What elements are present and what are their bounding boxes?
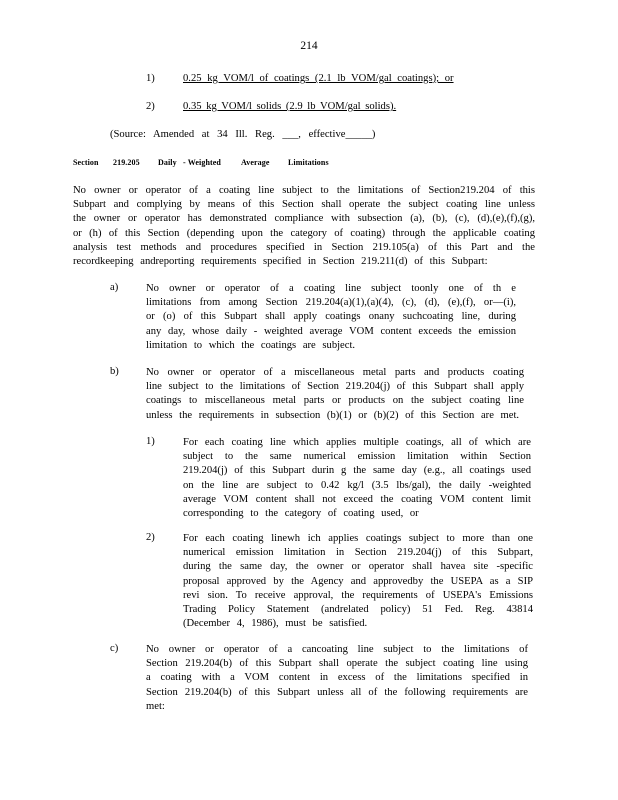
top-item-number: 1): [146, 73, 155, 84]
list-item-text: For each coating line which applies multiple coatings, all of which are subject to the same numerical emission limitation within Section 219.204(j) of this Subpart durin g the same day (e.g., all coatings used on the line are subject to 0.42 kg/l (3.5 lbs/gal), the daily -weighted average VOM content shall not exceed the coating VOM content limit corresponding to the category of coating used, or: [183, 437, 531, 520]
top-item-text: 0.35 kg VOM/l solids (2.9 lb VOM/gal solids).: [183, 101, 397, 112]
list-item-text: For each coating linewh ich applies coatings subject to more than one numerical emission limitation in Section 219.204(j) of this Subpart, during the same day, the owner or operator shall havea site -specific proposal approved by the Agency and approvedby the USEPA as a SIP revi sion. To receive approval, the requirements of USEPA's Emissions Trading Policy Statement (andrelated policy) 51 Fed. Reg. 43814 (December 4, 1986), must be satisfied.: [183, 533, 533, 630]
list-item-number: 1): [146, 436, 155, 447]
subsection-text: No owner or operator of a coating line subject toonly one of th e limitations from among Section 219.204(a)(1),(a)(4), (c), (d), (e),(f), or—(i), or (o) of this Subpart shall apply coatings onany suchcoating line, during any day, whose daily - weighted average VOM content exceeds the emission limitation to which the coatings are subject.: [146, 283, 516, 351]
intro-paragraph: No owner or operator of a coating line subject to the limitations of Section219.204 of this Subpart and complying by means of this Section shall operate the subject coating line unless the owner or operator has demonstrated compliance with subsection (a), (b), (c), (d),(e),(f),(g), or (h) of this Section (depending upon the category of coating) through the applicable coating analysis test methods and procedures specified in Section 219.105(a) of this Part and the recordkeeping andreporting requirements specified in Section 219.211(d) of this Subpart:: [73, 185, 535, 268]
page-number: 214: [300, 40, 318, 52]
subsection-label: c): [110, 643, 119, 654]
source-note: (Source: Amended at 34 Ill. Reg. ___, effective_____): [110, 129, 376, 140]
subsection-text: No owner or operator of a cancoating line subject to the limitations of Section 219.204(b) of this Subpart shall operate the subject coating line using a coating with a VOM content in excess of the limitations specified in Section 219.204(b) of this Subpart unless all of the following requirements are met:: [146, 644, 528, 712]
top-item-number: 2): [146, 101, 155, 112]
section-title-word: Limitations: [288, 158, 329, 167]
section-title-word: - Weighted: [183, 158, 221, 167]
list-item-number: 2): [146, 532, 155, 543]
subsection-text: No owner or operator of a miscellaneous metal parts and products coating line subject to the limitations of Section 219.204(j) of this Subpart shall apply coatings to miscellaneous metal parts or products on the subject coating line unless the requirements in subsection (b)(1) or (b)(2) of this Section are met.: [146, 367, 524, 421]
section-title-word: Average: [241, 158, 270, 167]
section-title-word: Daily: [158, 158, 177, 167]
subsection-label: a): [110, 282, 119, 293]
top-item-text: 0.25 kg VOM/l of coatings (2.1 lb VOM/gal coatings); or: [183, 73, 454, 84]
section-number: 219.205: [113, 158, 140, 167]
section-label: Section: [73, 158, 99, 167]
subsection-label: b): [110, 366, 119, 377]
